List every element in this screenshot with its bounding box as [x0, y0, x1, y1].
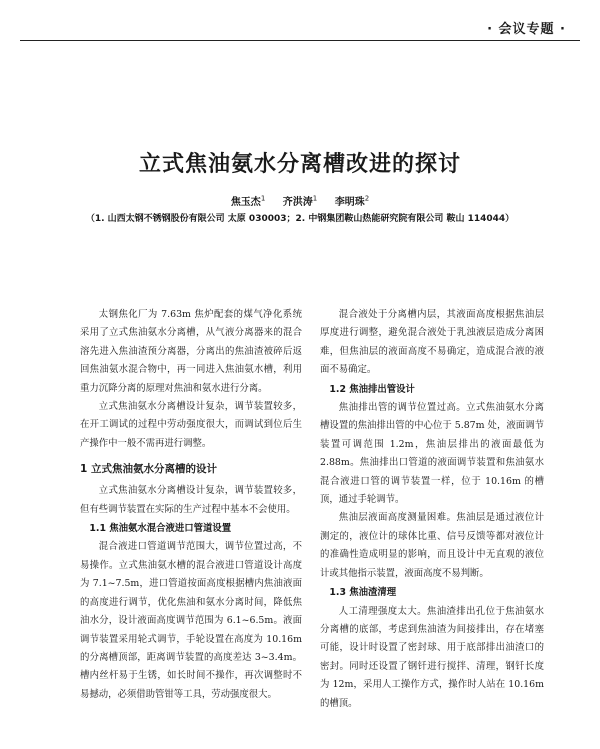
- author-name: 焦玉杰: [230, 197, 261, 208]
- author: [334, 194, 370, 208]
- running-header: [0, 0, 600, 46]
- body-paragraph: 人工清理强度太大。焦油渣排出孔位于焦油氨水分离槽的底部，考虑到焦油渣为间接排出，存在堵塞可能，设计时设置了密封球、用于底部排出油渣口的密封。同时还设置了钢钎进行搅拌、清理，钢钎长度为 12m，采用人工操作方式，操作时人站在 10.16m 的槽顶。: [320, 605, 544, 709]
- author-affil-mark: 1: [312, 194, 318, 203]
- body-paragraph: 焦油排出管的调节位置过高。立式焦油氨水分离槽设置的焦油排出管的中心位于 5.87m 处，液面调节装置可调范围 1.2m，焦油层排出的液面最低为 2.88m。焦油排出口管道的液面调节装置和焦油氨水混合液进口管的调节装置一样，位于 10.16m 的槽顶，通过手轮调节。: [320, 402, 544, 506]
- author-affil-mark: 2: [364, 194, 370, 203]
- author-affil-mark: 1: [260, 194, 266, 203]
- subsection-heading: 1.2 焦油排出管设计: [329, 383, 415, 395]
- author-name: 齐洪涛: [282, 197, 313, 208]
- subsection-heading: 1.3 焦油渣清理: [329, 587, 397, 599]
- author: [282, 194, 318, 208]
- section-label: · 会议专题 ·: [487, 22, 566, 37]
- subsection-heading: 1.1 焦油氨水混合液进口管道设置: [89, 523, 232, 535]
- author-list: [0, 193, 600, 208]
- section-heading: 1 立式焦油氨水分离槽的设计: [80, 463, 217, 476]
- author: [230, 194, 266, 208]
- body-paragraph: 焦油层液面高度测量困难。焦油层是通过液位计测定的，液位计的球体比重、信号反馈等都对液位计的准确性造成明显的影响，而且设计中无直观的液位计或其他指示装置，液面高度不易判断。: [320, 512, 544, 579]
- left-column: [80, 306, 302, 704]
- intro-paragraph: 立式焦油氨水分离槽设计复杂，调节装置较多，在开工调试的过程中劳动强度很大，而调试到位后生产操作中一般不需再进行调整。: [80, 401, 302, 449]
- body-paragraph: 混合液处于分离槽内层，其液面高度根据焦油层厚度进行调整，避免混合液处于乳浊液层造成分离困难，但焦油层的液面高度不易确定，造成混合液的液面不易确定。: [320, 309, 544, 376]
- body-paragraph: 立式焦油氨水分离槽设计复杂，调节装置较多，但有些调节装置在实际的生产过程中基本不会使用。: [80, 485, 302, 515]
- author-name: 李明珠: [334, 197, 365, 208]
- header-rule: [20, 40, 580, 41]
- affiliations: （1. 山西太钢不锈钢股份有限公司 太原 030003；2. 中钢集团鞍山热能研究院有限公司 鞍山 114044）: [85, 214, 515, 224]
- article-title: 立式焦油氨水分离槽改进的探讨: [138, 152, 461, 177]
- intro-paragraph: 太钢焦化厂为 7.63m 焦炉配套的煤气净化系统采用了立式焦油氨水分离槽，从气液分离器来的混合溶先进入焦油渣预分离器，分离出的焦油渣被碎后返回焦油氨水混合物中，再一同进入焦油氨水槽，利用重力沉降分离的原理对焦油和氨水进行分离。: [80, 309, 302, 394]
- body-paragraph: 混合液进口管道调节范围大，调节位置过高，不易操作。立式焦油氨水槽的混合液进口管道设计高度为 7.1~7.5m，进口管道按面高度根据槽内焦油液面的高度进行调节，优化焦油和氨水分离时间，降低焦油水分，设计液面高度调节范围为 6.1~6.5m。液面调节装置采用轮式调节，手轮设置在高度为 10.16m 的分离槽顶部，距离调节装置的高度差达 3~3.4m。槽内丝杆易于生锈，如长时间不操作，再次调整时不易撼动，必须借助管钳等工具，劳动强度很大。: [80, 541, 302, 700]
- right-column: [320, 306, 544, 713]
